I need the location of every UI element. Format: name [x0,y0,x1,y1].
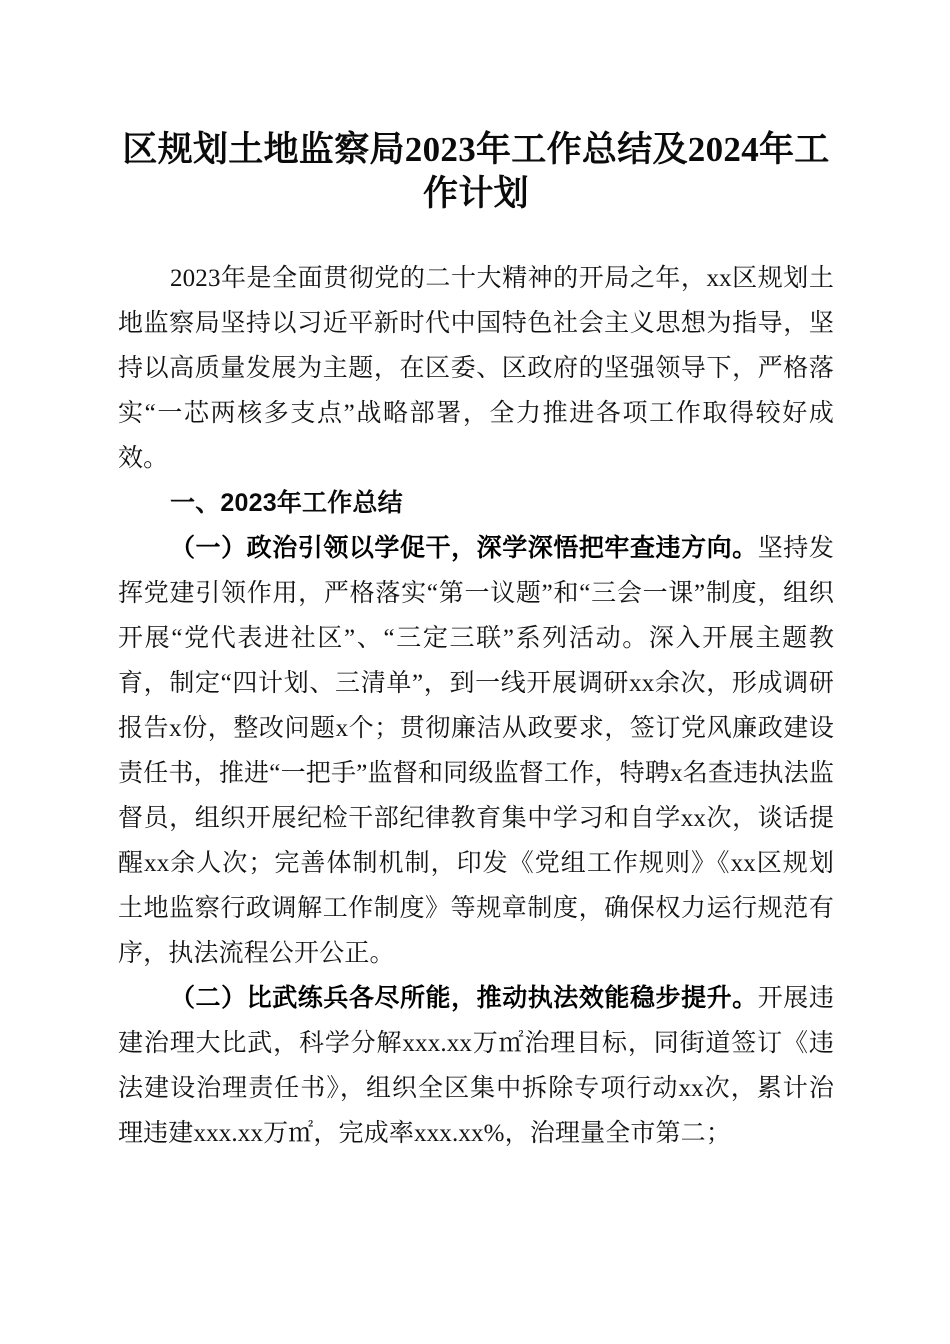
subsection-body-1: 坚持发挥党建引领作用，严格落实“第一议题”和“三会一课”制度，组织开展“党代表进社区”、“三定三联”系列活动。深入开展主题教育，制定“四计划、三清单”，到一线开展调研xx余次，形成调研报告x份，整改问题x个；贯彻廉洁从政要求，签订党风廉政建设责任书，推进“一把手”监督和同级监督工作，特聘x名查违执法监督员，组织开展纪检干部纪律教育集中学习和自学xx次，谈话提醒xx余人次；完善体制机制，印发《党组工作规则》《xx区规划土地监察行政调解工作制度》等规章制度，确保权力运行规范有序，执法流程公开公正。 [118,535,835,967]
page-title: 区规划土地监察局2023年工作总结及2024年工作计划 [122,130,830,213]
document-content [118,0,834,1156]
intro-paragraph: 2023年是全面贯彻党的二十大精神的开局之年，xx区规划土地监察局坚持以习近平新时代中国特色社会主义思想为指导，坚持以高质量发展为主题，在区委、区政府的坚强领导下，严格落实“一芯两核多支点”战略部署，全力推进各项工作取得较好成效。 [118,265,834,472]
subsection-paragraph-2 [118,976,834,1156]
section-heading-1: 一、2023年工作总结 [170,489,403,517]
subsection-paragraph-1 [118,526,834,976]
subsection-lead-1: （一）政治引领以学促干，深学深悟把牢查违方向。 [170,535,758,562]
subsection-lead-2: （二）比武练兵各尽所能，推动执法效能稳步提升。 [170,985,758,1012]
subsection-body-2: 开展违建治理大比武，科学分解xxx.xx万㎡治理目标，同街道签订《违法建设治理责任书》，组织全区集中拆除专项行动xx次，累计治理违建xxx.xx万㎡，完成率xxx.xx%，治理量全市第二； [118,985,835,1147]
title-spacer [118,216,834,256]
